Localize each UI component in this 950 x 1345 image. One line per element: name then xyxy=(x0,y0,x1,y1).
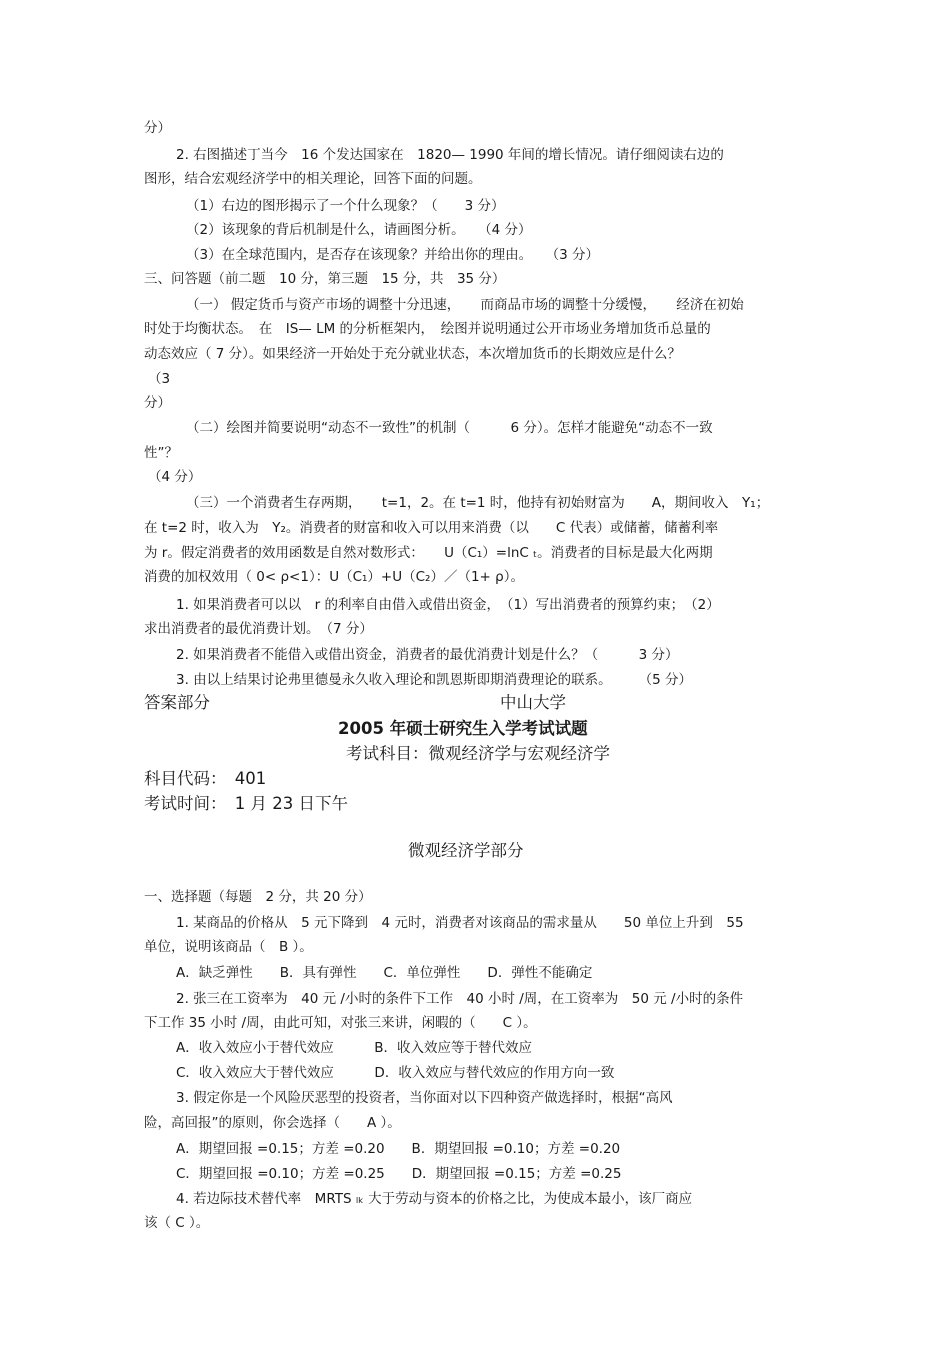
exam-subject: 考试科目：微观经济学与宏观经济学 xyxy=(346,744,610,763)
sub-item-2: 2. 如果消费者不能借入或借出资金，消费者的最优消费计划是什么？（ 3 分） xyxy=(176,647,679,663)
text-line: 下工作 35 小时 /周，由此可知，对张三来讲，闲暇的（ C ）。 xyxy=(144,1015,537,1031)
question-2-line: 2. 右图描述丁当今 16 个发达国家在 1820— 1990 年间的增长情况。请仔细阅读右边的 xyxy=(176,147,724,163)
text-line: 分） xyxy=(144,120,171,136)
text-line: 该（ C ）。 xyxy=(144,1215,210,1231)
question-three-line: （三）一个消费者生存两期， t=1，2。在 t=1 时，他持有初始财富为 A，期间收入 Y₁； xyxy=(186,495,770,511)
text-line: （4 分） xyxy=(148,469,202,485)
mc-question-3: 3. 假定你是一个风险厌恶型的投资者，当你面对以下四种资产做选择时，根据“高风 xyxy=(176,1090,673,1106)
sub-question-2: （2）该现象的背后机制是什么，请画图分析。 （4 分） xyxy=(186,222,532,238)
text-line: 消费的加权效用（ 0< ρ<1）：U（C₁）+U（C₂）／（1+ ρ）。 xyxy=(144,569,524,585)
mc-options-3b: C．期望回报 =0.10；方差 =0.25 D．期望回报 =0.15；方差 =0.25 xyxy=(176,1166,622,1182)
mc-question-2: 2. 张三在工资率为 40 元 /小时的条件下工作 40 小时 /周，在工资率为 50 元 /小时的条件 xyxy=(176,991,744,1007)
text-line: 图形，结合宏观经济学中的相关理论，回答下面的问题。 xyxy=(144,171,482,187)
mc-options-2b: C．收入效应大于替代效应 D．收入效应与替代效应的作用方向一致 xyxy=(176,1065,615,1081)
text-line: 在 t=2 时，收入为 Y₂。消费者的财富和收入可以用来消费（以 C 代表）或储蓄，储蓄利率 xyxy=(144,520,719,536)
micro-section-title: 微观经济学部分 xyxy=(408,841,524,860)
answer-section-label: 答案部分 xyxy=(144,693,210,712)
text-line: 为 r。假定消费者的效用函数是自然对数形式： U（C₁）=lnC ₜ。消费者的目标是最大化两期 xyxy=(144,545,713,561)
mc-question-4: 4. 若边际技术替代率 MRTS ₗₖ 大于劳动与资本的价格之比，为使成本最小，该厂商应 xyxy=(176,1191,693,1207)
section-heading-1: 一、选择题（每题 2 分，共 20 分） xyxy=(144,889,372,905)
text-line: （3 xyxy=(148,371,171,387)
exam-time: 考试时间： 1 月 23 日下午 xyxy=(144,794,348,813)
sub-question-3: （3）在全球范围内，是否存在该现象？并给出你的理由。 （3 分） xyxy=(186,247,599,263)
text-line: 性”？ xyxy=(144,445,178,461)
text-line: 单位，说明该商品（ B ）。 xyxy=(144,939,313,955)
question-two-line: （二）绘图并简要说明“动态不一致性”的机制（ 6 分）。怎样才能避免“动态不一致 xyxy=(186,420,713,436)
section-heading-3: 三、问答题（前二题 10 分，第三题 15 分，共 35 分） xyxy=(144,271,506,287)
subject-code: 科目代码： 401 xyxy=(144,769,267,788)
sub-item-1: 1. 如果消费者可以以 r 的利率自由借入或借出资金， （1）写出消费者的预算约束； （2） xyxy=(176,597,720,613)
mc-question-1: 1. 某商品的价格从 5 元下降到 4 元时，消费者对该商品的需求量从 50 单位上升到 55 xyxy=(176,915,744,931)
sub-item-3: 3. 由以上结果讨论弗里德曼永久收入理论和凯恩斯即期消费理论的联系。 （5 分） xyxy=(176,672,693,688)
text-line: 时处于均衡状态。 在 IS— LM 的分析框架内， 绘图并说明通过公开市场业务增加货币总量的 xyxy=(144,321,711,337)
text-line: 动态效应（ 7 分）。如果经济一开始处于充分就业状态，本次增加货币的长期效应是什么？ xyxy=(144,346,681,362)
text-line: 险，高回报”的原则，你会选择（ A ）。 xyxy=(144,1115,401,1131)
university-name: 中山大学 xyxy=(500,693,566,712)
text-line: 分） xyxy=(144,395,171,411)
mc-options-3a: A．期望回报 =0.15；方差 =0.20 B．期望回报 =0.10；方差 =0.20 xyxy=(176,1141,621,1157)
mc-options-2a: A．收入效应小于替代效应 B．收入效应等于替代效应 xyxy=(176,1040,532,1056)
question-one-line: （一） 假定货币与资产市场的调整十分迅速， 而商品市场的调整十分缓慢， 经济在初始 xyxy=(186,297,744,313)
sub-question-1: （1）右边的图形揭示了一个什么现象？（ 3 分） xyxy=(186,198,505,214)
mc-options-1: A．缺乏弹性 B．具有弹性 C．单位弹性 D．弹性不能确定 xyxy=(176,965,593,981)
exam-title: 2005 年硕士研究生入学考试试题 xyxy=(338,719,588,738)
text-line: 求出消费者的最优消费计划。 （7 分） xyxy=(144,621,373,637)
